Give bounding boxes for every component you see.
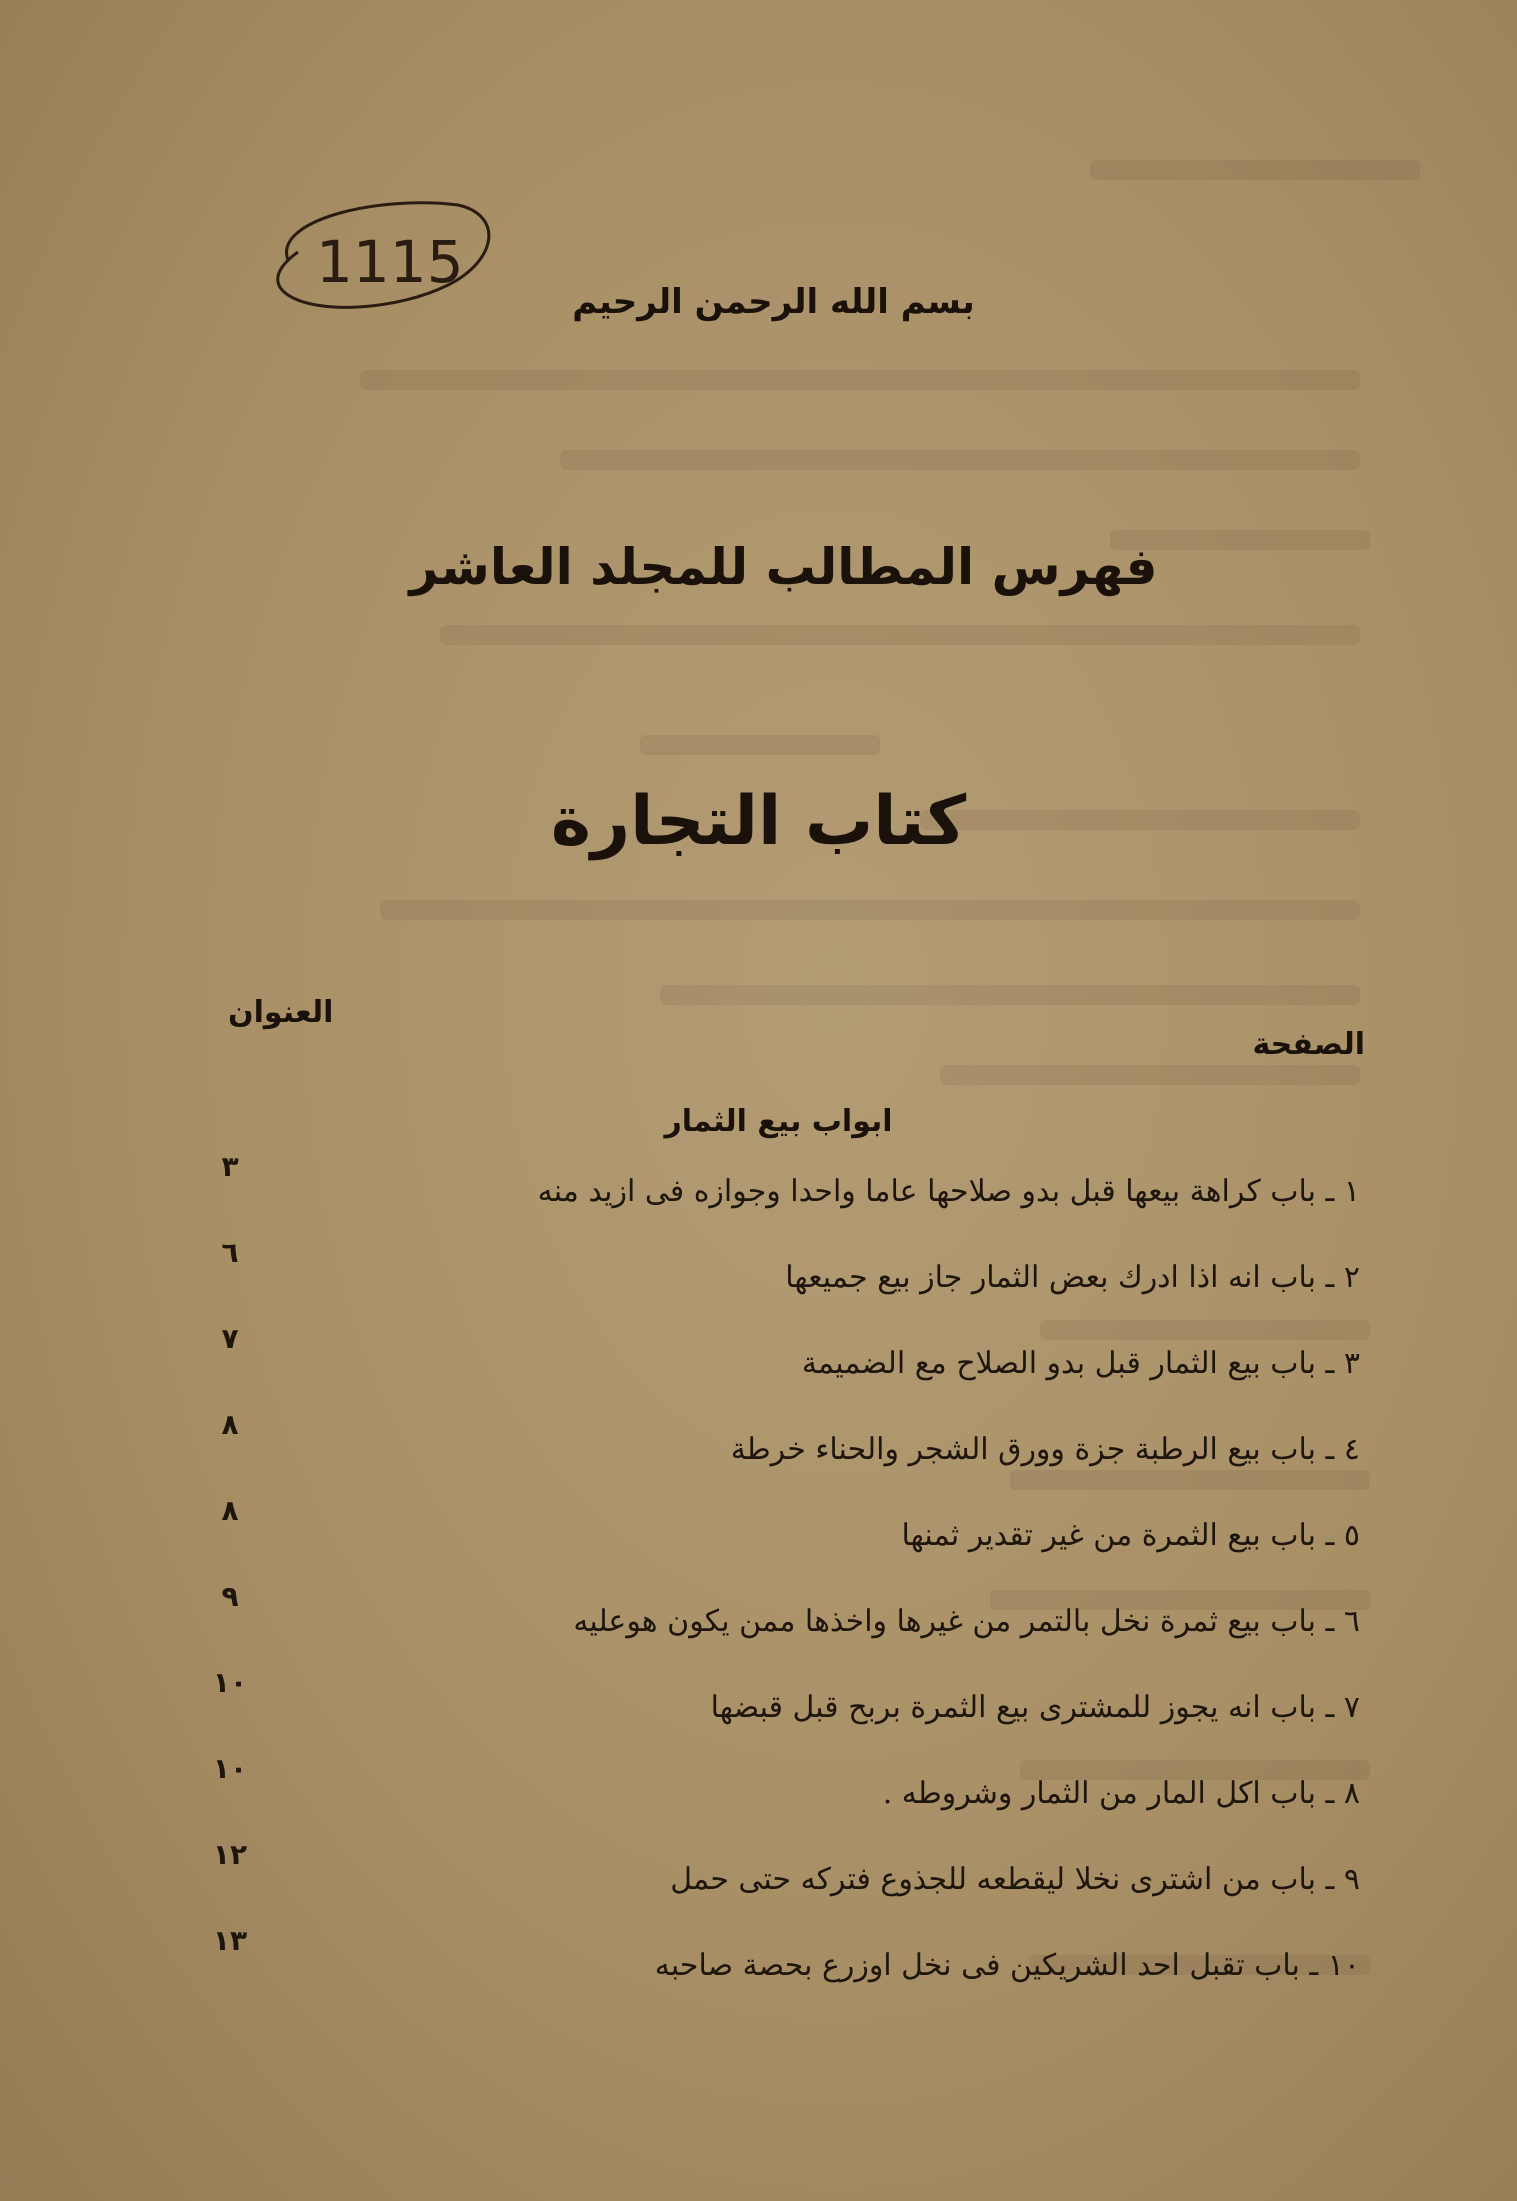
toc-entry-page: ١٠ <box>212 1666 248 1699</box>
toc-entry-title: ٣ ـ باب بيع الثمار قبل بدو الصلاح مع الضميمة <box>801 1346 1360 1381</box>
toc-entry-page: ١٣ <box>212 1924 248 1957</box>
toc-entry-page: ٨ <box>221 1408 239 1441</box>
bleed-line <box>380 900 1360 920</box>
toc-entry <box>200 1838 1360 1942</box>
toc-entry <box>200 1322 1360 1426</box>
toc-entry <box>200 1924 1360 2028</box>
toc-entry-title: ١ ـ باب كراهة بيعها قبل بدو صلاحها عاما واحدا وجوازه فى ازيد منه <box>537 1174 1360 1209</box>
toc-entry-title: ١٠ ـ باب تقبل احد الشريكين فى نخل اوزرع بحصة صاحبه <box>654 1948 1360 1983</box>
toc-entry <box>200 1408 1360 1512</box>
toc-entry-title: ٢ ـ باب انه اذا ادرك بعض الثمار جاز بيع جميعها <box>785 1260 1360 1295</box>
toc-entry-page: ٦ <box>221 1236 239 1269</box>
toc-entry-page: ٧ <box>221 1322 239 1355</box>
toc-entry-title: ٨ ـ باب اكل المار من الثمار وشروطه . <box>882 1776 1360 1811</box>
book-title: كتاب التجارة <box>550 782 967 861</box>
bleed-line <box>560 450 1360 470</box>
basmala: بسم الله الرحمن الرحيم <box>572 282 975 322</box>
toc-entry <box>200 1666 1360 1770</box>
toc-entry-page: ١٠ <box>212 1752 248 1785</box>
bleed-line <box>1090 160 1420 180</box>
bleed-line <box>640 735 880 755</box>
toc-entry-page: ١٢ <box>212 1838 248 1871</box>
toc-entry <box>200 1752 1360 1856</box>
toc-entry-title: ٩ ـ باب من اشترى نخلا ليقطعه للجذوع فتركه حتى حمل <box>670 1862 1360 1897</box>
column-header-page: الصفحة <box>1252 1027 1365 1062</box>
toc-entry-page: ٨ <box>221 1494 239 1527</box>
toc-entry-title: ٦ ـ باب بيع ثمرة نخل بالتمر من غيرها واخذها ممن يكون هوعليه <box>573 1604 1360 1639</box>
index-title: فهرس المطالب للمجلد العاشر <box>409 538 1158 596</box>
toc-entry <box>200 1236 1360 1340</box>
column-header-title: العنوان <box>228 995 334 1030</box>
section-heading: ابواب بيع الثمار <box>664 1104 893 1139</box>
toc-entry <box>200 1494 1360 1598</box>
bleed-line <box>440 625 1360 645</box>
toc-entry-title: ٧ ـ باب انه يجوز للمشترى بيع الثمرة بربح قبل قبضها <box>710 1690 1360 1725</box>
toc-entry-page: ٩ <box>221 1580 239 1613</box>
toc-entry-title: ٤ ـ باب بيع الرطبة جزة وورق الشجر والحناء خرطة <box>730 1432 1360 1467</box>
toc-entry <box>200 1580 1360 1684</box>
toc-entry-page: ٣ <box>221 1150 239 1183</box>
bleed-line <box>660 985 1360 1005</box>
bleed-line <box>360 370 1360 390</box>
toc-entry <box>200 1150 1360 1254</box>
handwritten-number-text: 1115 <box>316 228 464 296</box>
bleed-line <box>940 1065 1360 1085</box>
toc-entry-list <box>200 1150 1360 2028</box>
toc-entry-title: ٥ ـ باب بيع الثمرة من غير تقدير ثمنها <box>901 1518 1360 1553</box>
